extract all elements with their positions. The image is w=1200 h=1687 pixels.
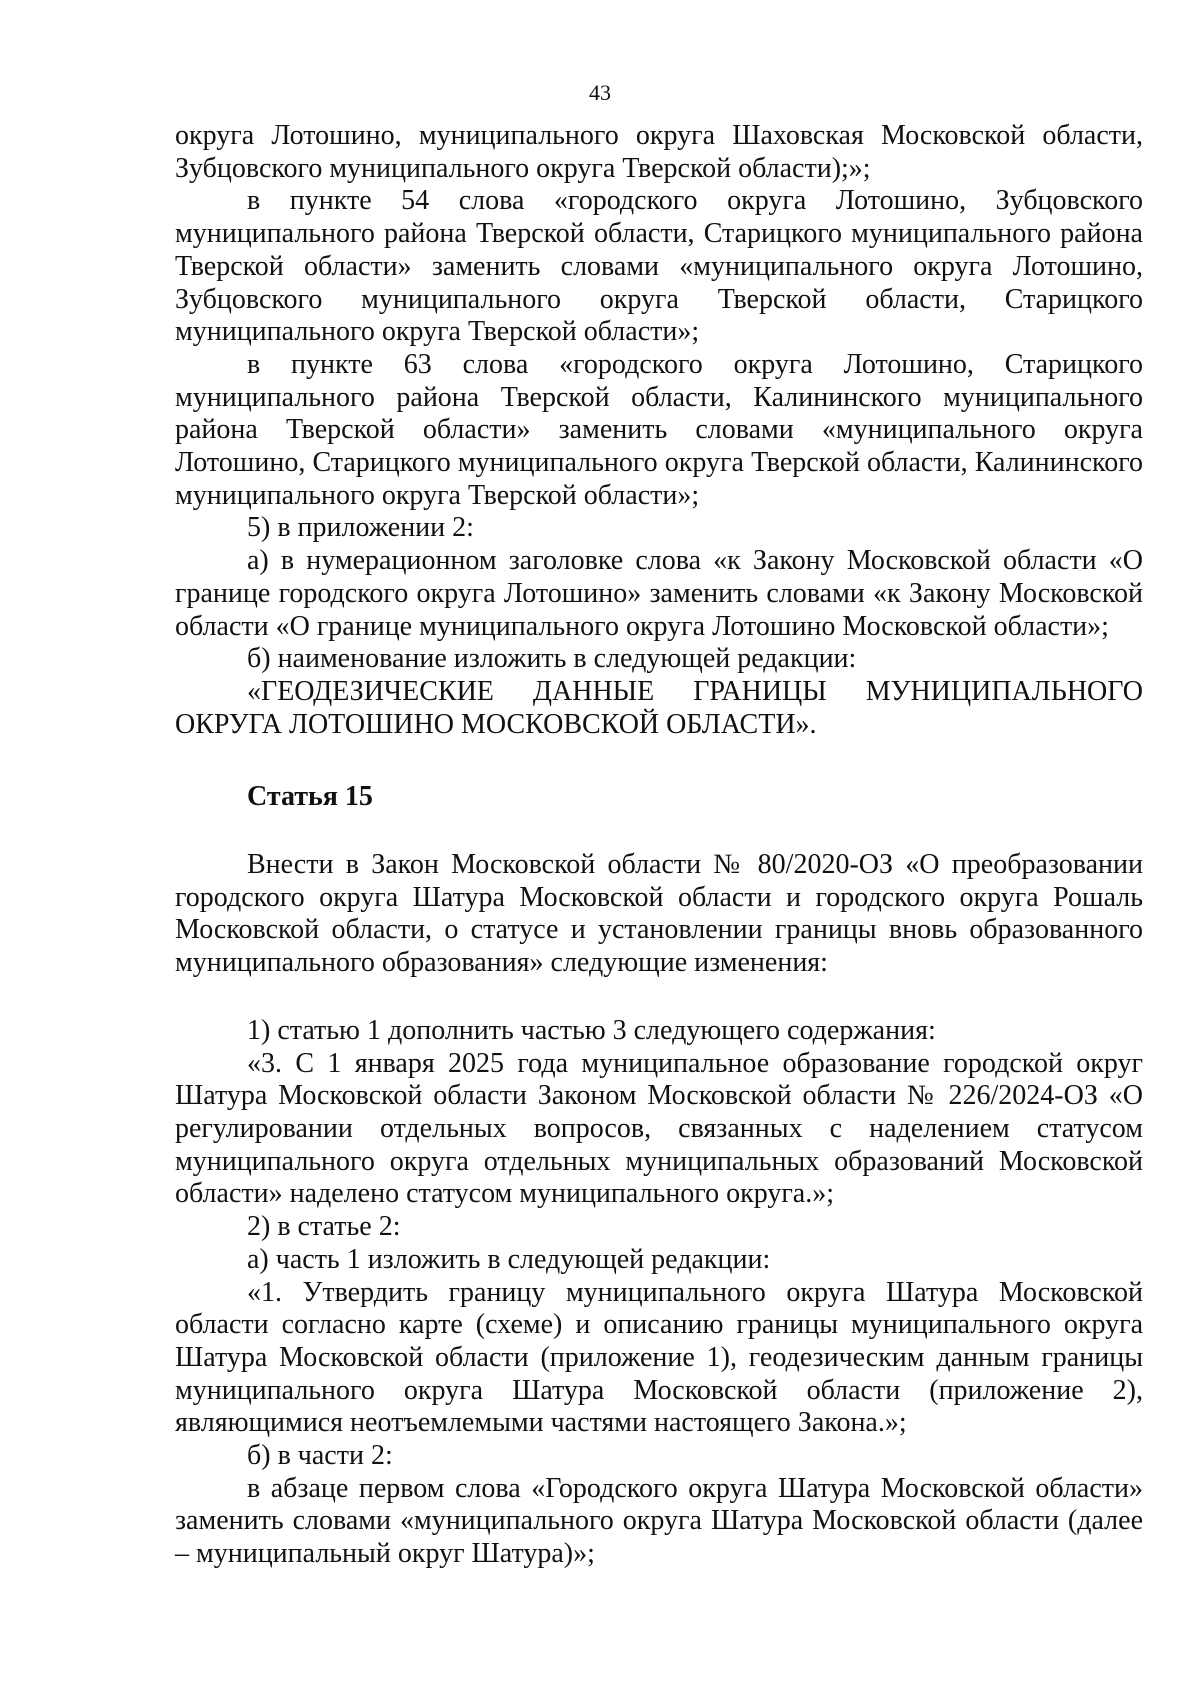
paragraph-new-title: «ГЕОДЕЗИЧЕСКИЕ ДАННЫЕ ГРАНИЦЫ МУНИЦИПАЛЬНОГО ОКРУГА ЛОТОШИНО МОСКОВСКОЙ ОБЛАСТИ». <box>175 675 1143 740</box>
paragraph-item-54: в пункте 54 слова «городского округа Лотошино, Зубцовского муниципального района Тверской области, Старицкого муниципального района Тверской области» заменить словами «муниципального округа Лотошино, Зубцовского муниципального округа Тверской области, Старицкого муниципального округа Тверской области»; <box>175 185 1143 348</box>
paragraph-article-intro: Внести в Закон Московской области № 80/2020-ОЗ «О преобразовании городского округа Шатура Московской области и городского округа Рошаль Московской области, о статусе и установлении границы вновь образованного муниципального образования» следующие изменения: <box>175 849 1143 979</box>
paragraph-part-3-text: «3. С 1 января 2025 года муниципальное образование городской округ Шатура Московской области Законом Московской области № 226/2024-ОЗ «О регулировании отдельных вопросов, связанных с наделением статусом муниципального округа отдельных муниципальных образований Московской области» наделено статусом муниципального округа.»; <box>175 1047 1143 1210</box>
paragraph-item-2b: б) в части 2: <box>247 1440 393 1472</box>
paragraph-item-2: 2) в статье 2: <box>247 1211 401 1243</box>
paragraph-item-63: в пункте 63 слова «городского округа Лотошино, Старицкого муниципального района Тверской области, Калининского муниципального района Тверской области» заменить словами «муниципального округа Лотошино, Старицкого муниципального округа Тверской области, Калининского муниципального округа Тверской области»; <box>175 348 1143 511</box>
paragraph-first-abzac: в абзаце первом слова «Городского округа Шатура Московской области» заменить словами «муниципального округа Шатура Московской области (далее – муниципальный округ Шатура)»; <box>175 1472 1143 1570</box>
paragraph-subitem-a: а) в нумерационном заголовке слова «к Закону Московской области «О границе городского округа Лотошино» заменить словами «к Закону Московской области «О границе муниципального округа Лотошино Московской области»; <box>175 545 1143 642</box>
paragraph-continuation: округа Лотошино, муниципального округа Шаховская Московской области, Зубцовского муниципального округа Тверской области);»; <box>175 120 1143 184</box>
paragraph-item-1: 1) статью 1 дополнить частью 3 следующего содержания: <box>247 1014 936 1046</box>
paragraph-part-1-text: «1. Утвердить границу муниципального округа Шатура Московской области согласно карте (схеме) и описанию границы муниципального округа Шатура Московской области (приложение 1), геодезическим данным границы муниципального округа Шатура Московской области (приложение 2), являющимися неотъемлемыми частями настоящего Закона.»; <box>175 1276 1143 1439</box>
article-heading: Статья 15 <box>247 781 373 813</box>
page-number: 43 <box>589 80 611 105</box>
paragraph-subitem-b: б) наименование изложить в следующей редакции: <box>247 643 857 675</box>
paragraph-appendix-2: 5) в приложении 2: <box>247 512 474 544</box>
paragraph-item-2a: а) часть 1 изложить в следующей редакции: <box>247 1243 771 1275</box>
document-body <box>175 120 1143 1571</box>
